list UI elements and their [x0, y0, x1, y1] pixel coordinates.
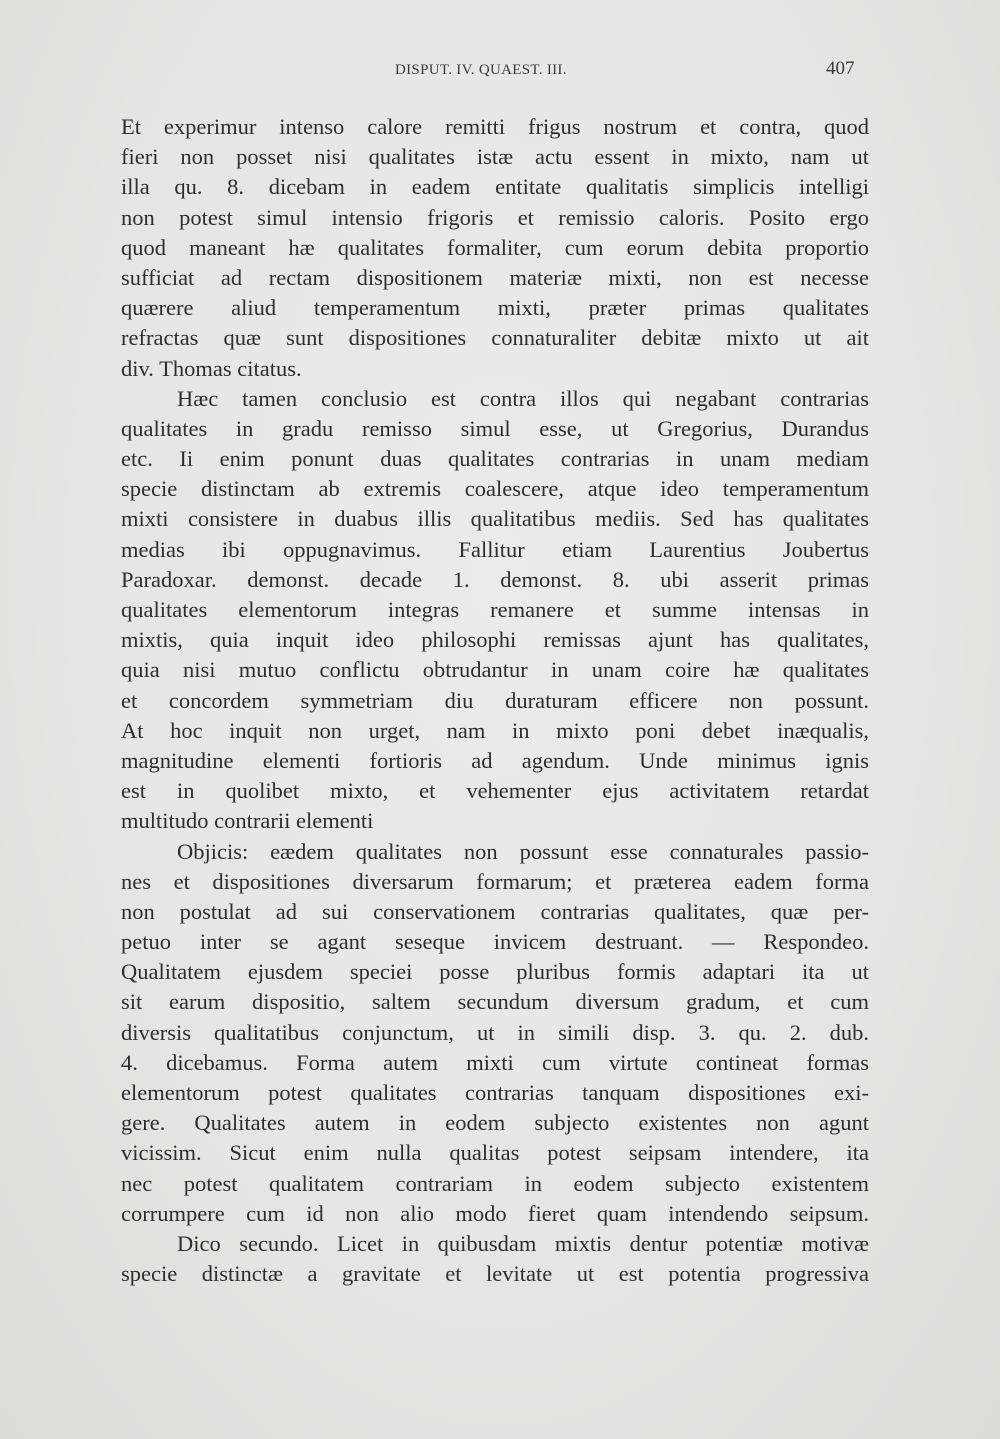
text-line: non potest simul intensio frigoris et remissio caloris. Posito ergo: [121, 204, 869, 230]
text-line: quod maneant hæ qualitates formaliter, cum eorum debita proportio: [121, 234, 869, 260]
text-line: Paradoxar. demonst. decade 1. demonst. 8. ubi asserit primas: [121, 566, 869, 592]
text-line: specie distinctam ab extremis coalescere, atque ideo temperamentum: [121, 476, 869, 502]
text-line: mixtis, quia inquit ideo philosophi remissas ajunt has qualitates,: [121, 627, 869, 653]
text-line: magnitudine elementi fortioris ad agendum. Unde minimus ignis: [121, 747, 869, 773]
text-line: 4. dicebamus. Forma autem mixti cum virtute contineat formas: [121, 1049, 869, 1075]
page-number: 407: [826, 58, 855, 79]
text-line: Dico secundo. Licet in quibusdam mixtis dentur potentiæ motivæ: [177, 1230, 869, 1256]
text-line: petuo inter se agant seseque invicem destruant. — Respondeo.: [121, 929, 869, 955]
text-line: gere. Qualitates autem in eodem subjecto existentes non agunt: [121, 1110, 869, 1136]
text-line: nes et dispositiones diversarum formarum; et præterea eadem forma: [121, 868, 869, 894]
text-line: div. Thomas citatus.: [121, 355, 302, 381]
text-line: sit earum dispositio, saltem secundum diversum gradum, et cum: [121, 989, 869, 1015]
text-line: illa qu. 8. dicebam in eadem entitate qualitatis simplicis intelligi: [121, 174, 869, 200]
text-line: qualitates elementorum integras remanere et summe intensas in: [121, 597, 869, 622]
text-line: est in quolibet mixto, et vehementer ejus activitatem retardat: [121, 778, 869, 804]
text-line: elementorum potest qualitates contrarias tanquam dispositiones exi-: [121, 1080, 869, 1105]
text-line: Hæc tamen conclusio est contra illos qui negabant contrarias: [177, 385, 869, 411]
text-line: quærere aliud temperamentum mixti, præter primas qualitates: [121, 295, 869, 321]
text-line: multitudo contrarii elementi: [121, 808, 374, 834]
running-head: DISPUT. IV. QUAEST. III.: [395, 62, 567, 78]
text-line: qualitates in gradu remisso simul esse, ut Gregorius, Durandus: [121, 415, 869, 441]
text-line: refractas quæ sunt dispositiones connaturaliter debitæ mixto ut ait: [121, 325, 869, 351]
text-line: quia nisi mutuo conflictu obtrudantur in unam coire hæ qualitates: [121, 657, 869, 683]
body-text: [121, 112, 869, 1289]
text-line: specie distinctæ a gravitate et levitate ut est potentia progressiva: [121, 1261, 869, 1287]
text-line: medias ibi oppugnavimus. Fallitur etiam Laurentius Joubertus: [121, 536, 869, 562]
text-line: Qualitatem ejusdem speciei posse pluribus formis adaptari ita ut: [121, 959, 869, 985]
text-line: vicissim. Sicut enim nulla qualitas potest seipsam intendere, ita: [121, 1140, 869, 1166]
text-line: mixti consistere in duabus illis qualitatibus mediis. Sed has qualitates: [121, 506, 869, 532]
text-line: etc. Ii enim ponunt duas qualitates contrarias in unam mediam: [121, 446, 869, 472]
text-line: diversis qualitatibus conjunctum, ut in simili disp. 3. qu. 2. dub.: [121, 1019, 869, 1045]
text-line: At hoc inquit non urget, nam in mixto poni debet inæqualis,: [121, 717, 869, 743]
text-line: Et experimur intenso calore remitti frigus nostrum et contra, quod: [121, 114, 869, 139]
text-line: fieri non posset nisi qualitates istæ actu essent in mixto, nam ut: [121, 144, 869, 170]
text-line: nec potest qualitatem contrariam in eodem subjecto existentem: [121, 1170, 869, 1196]
text-line: corrumpere cum id non alio modo fieret quam intendendo seipsum.: [121, 1200, 869, 1226]
text-line: Objicis: eædem qualitates non possunt esse connaturales passio-: [177, 838, 869, 864]
text-line: non postulat ad sui conservationem contrarias qualitates, quæ per-: [121, 898, 869, 924]
text-line: et concordem symmetriam diu duraturam efficere non possunt.: [121, 687, 869, 713]
text-line: sufficiat ad rectam dispositionem materiæ mixti, non est necesse: [121, 264, 869, 290]
